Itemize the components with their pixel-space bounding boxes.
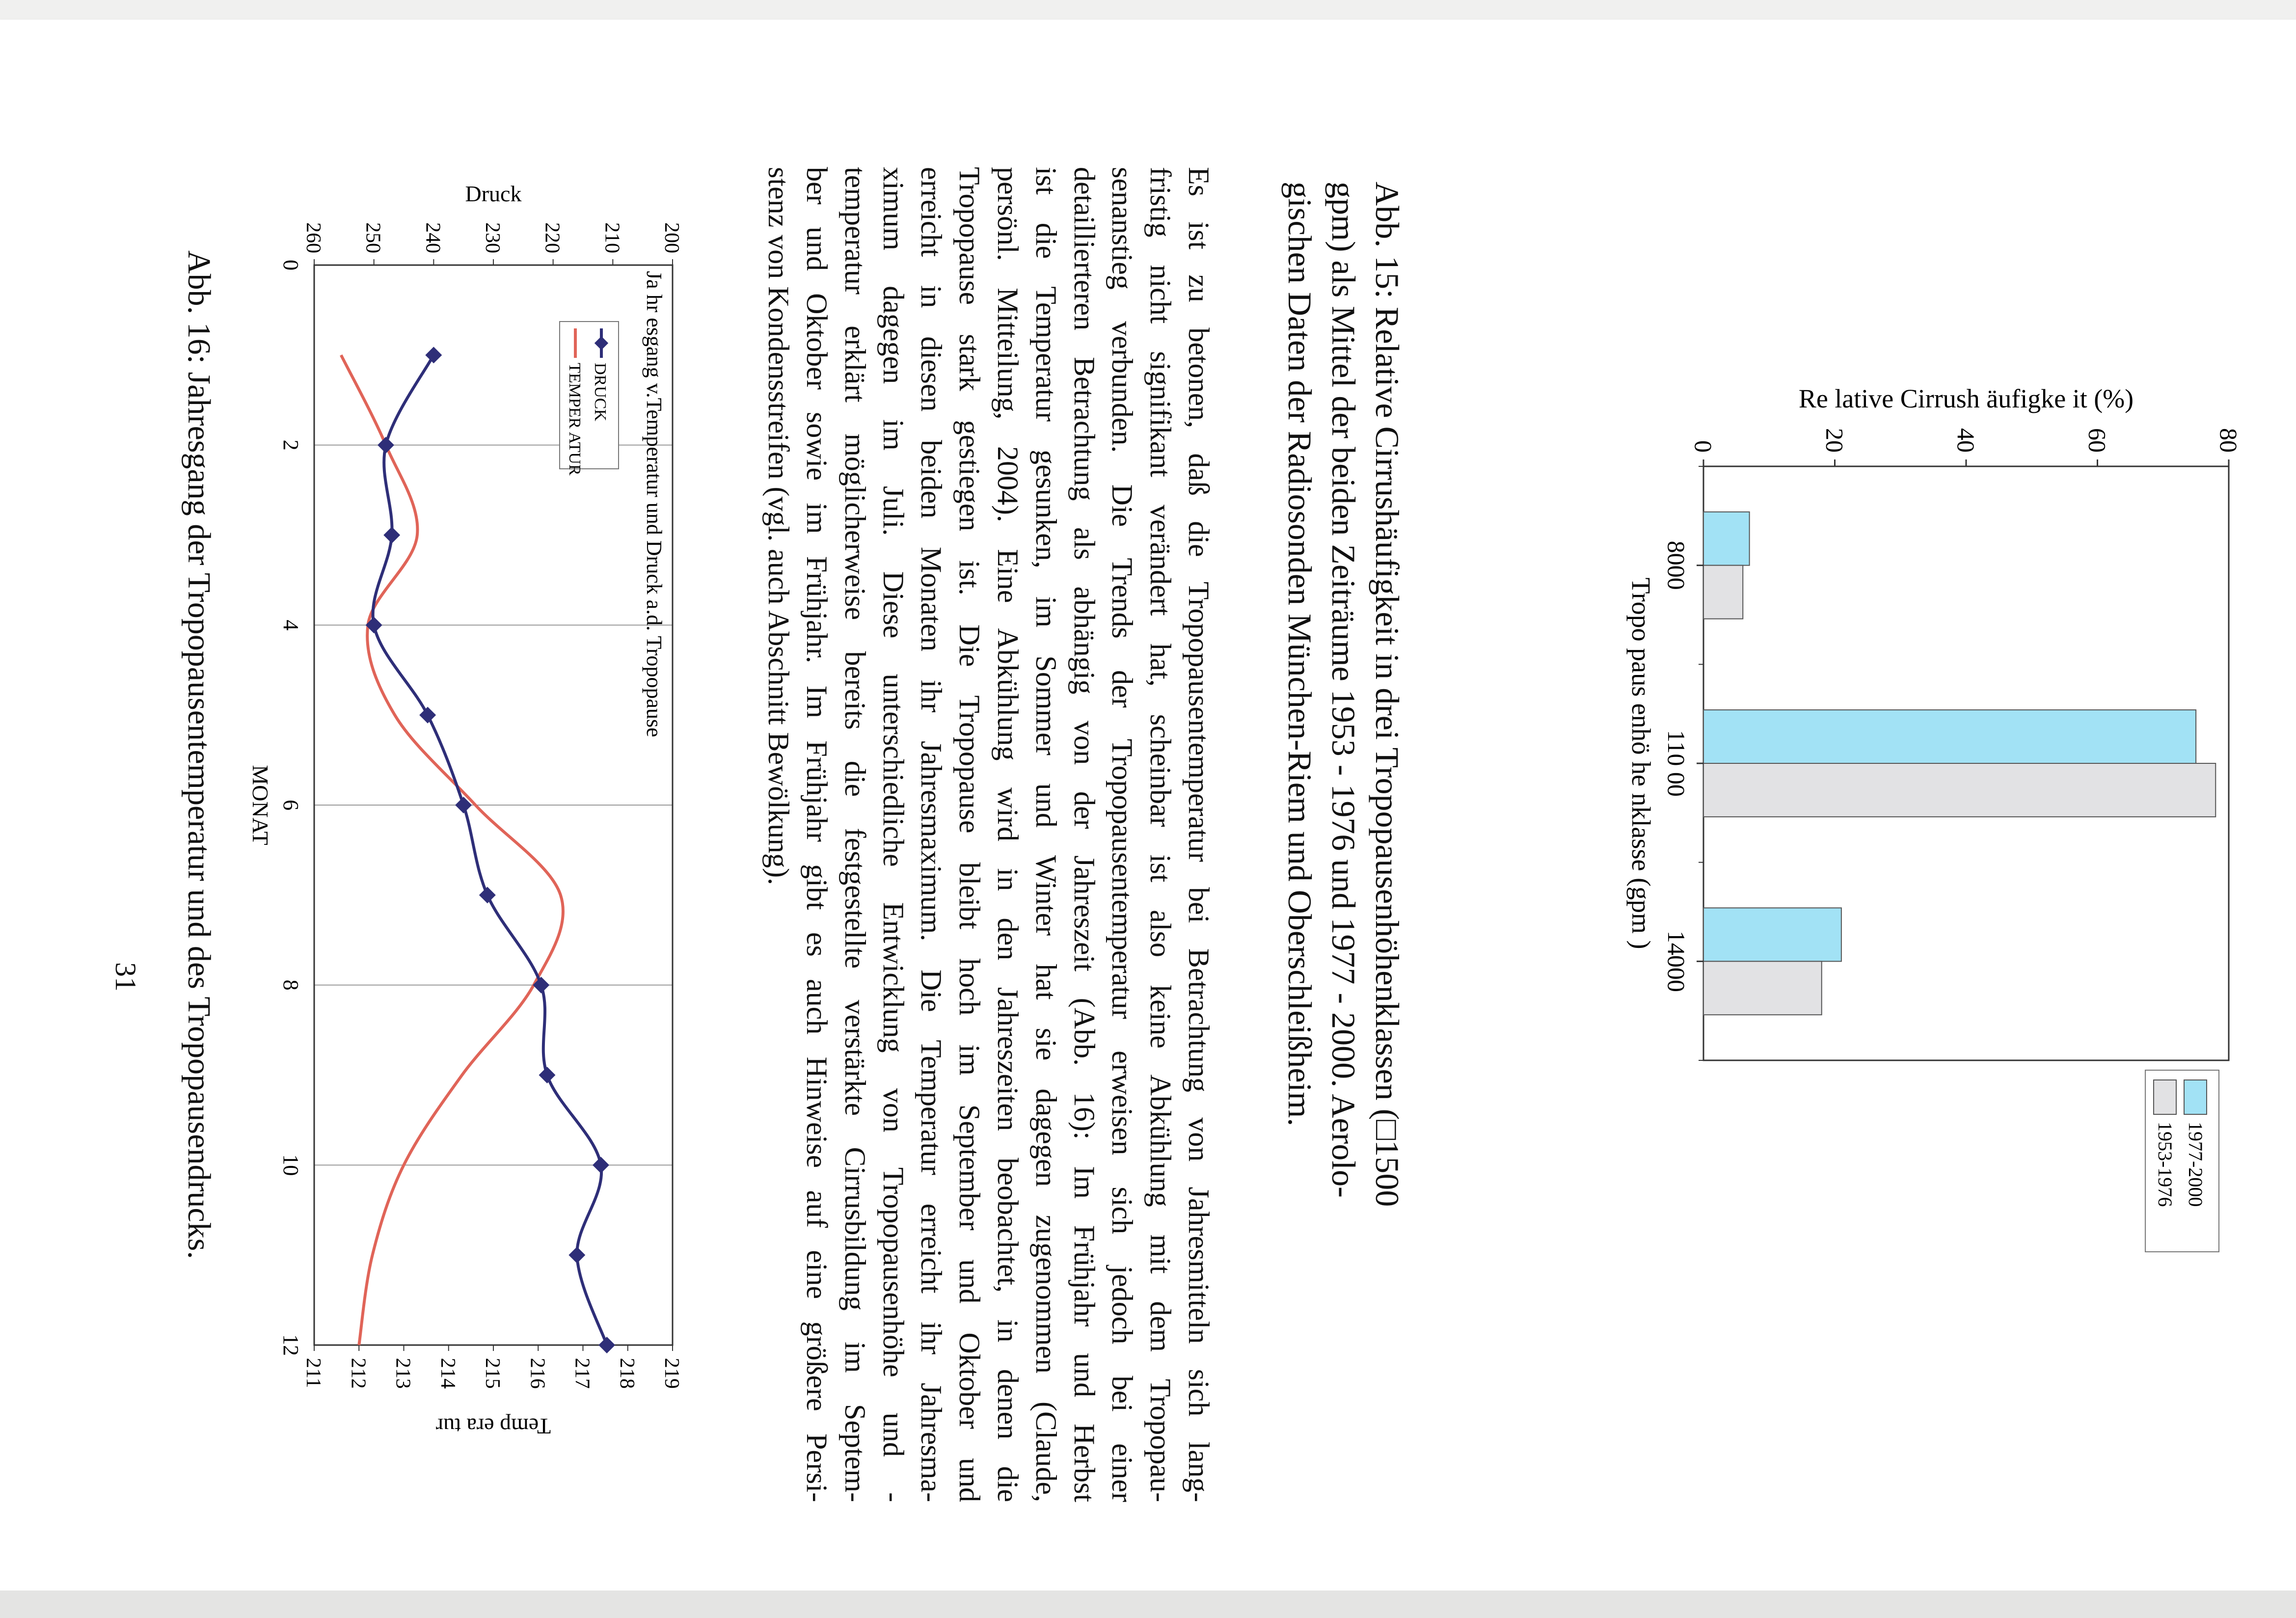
- body-line: Es ist zu betonen, daß die Tropopausentemperatur bei Betrachtung von Jahresmitteln sich lang-: [1183, 167, 1215, 1502]
- legend: [2145, 1070, 2219, 1252]
- legend: [560, 322, 619, 476]
- x-axis-title: MONAT: [248, 765, 273, 845]
- y-tick-label: 20: [1821, 428, 1849, 453]
- y-left-tick-label: 210: [600, 222, 623, 253]
- body-line: persönl. Mitteilung, 2004). Eine Abkühlung wird in den Jahreszeiten beobachtet, in denen die: [992, 167, 1025, 1502]
- y-left-tick-label: 220: [540, 222, 564, 253]
- body-line: erreicht in diesen beiden Monaten ihr Jahresmaximum. Die Temperatur erreicht ihr Jahresma-: [915, 167, 948, 1502]
- y-axis-title: Re lative Cirrush äufigke it (%): [1798, 384, 2134, 413]
- druck-point-marker: [378, 437, 394, 454]
- druck-point-marker: [598, 1337, 615, 1353]
- x-axis-title: Tropo paus enhö he nklasse (gpm ): [1626, 577, 1656, 949]
- caption-line: gpm) als Mittel der beiden Zeiträume 1953 - 1976 und 1977 - 2000. Aerolo-: [1325, 182, 1362, 1198]
- x-tick-label: 0: [279, 260, 303, 270]
- caption-line: gischen Daten der Radiosonden München-Riem und Oberschleißheim.: [1281, 182, 1319, 1127]
- legend-label: DRUCK: [591, 363, 609, 422]
- body-line: ist die Temperatur gesunken, im Sommer und Winter hat sie dagegen zugenommen (Claude,: [1029, 167, 1062, 1502]
- x-tick-label: 2: [279, 439, 303, 451]
- y-right-tick-label: 215: [481, 1358, 504, 1389]
- druck-point-marker: [425, 347, 442, 363]
- bar-1977-2000: [1703, 710, 2196, 763]
- legend-label: 1977-2000: [2185, 1122, 2207, 1207]
- body-line: ximum dagegen im Juli. Diese unterschiedliche Entwicklung von Tropopausenhöhe und -: [877, 167, 910, 1502]
- scanner-bed-edge: [0, 1591, 2296, 1618]
- y-left-tick-label: 260: [302, 222, 324, 253]
- y-right-tick-label: 219: [660, 1358, 683, 1389]
- inner-chart-title: Ja hr esgang v.Temperatur und Druck a.d. Tropopause: [642, 271, 666, 737]
- caption-line: Abb. 15: Relative Cirrushäufigkeit in drei Tropopausenhöhenklassen (□1500: [1369, 182, 1406, 1207]
- bar-1977-2000: [1703, 512, 1750, 566]
- x-tick-label: 10: [279, 1154, 303, 1176]
- y-right-tick-label: 213: [391, 1358, 414, 1389]
- body-line: senanstieg verbunden. Die Trends der Tropopausentemperatur erweisen sich jedoch bei einer: [1106, 167, 1139, 1502]
- x-tick-label: 14000: [1663, 930, 1690, 992]
- figure-16-caption: [177, 250, 221, 1576]
- druck-point-marker: [539, 1067, 556, 1083]
- body-line: fristig nicht signifikant verändert hat, scheinbar ist also keine Abkühlung mit dem Tropopau-: [1144, 167, 1177, 1502]
- legend-label: TEMPER ATUR: [566, 363, 584, 476]
- y-right-tick-label: 216: [526, 1358, 549, 1389]
- y-left-tick-label: 250: [361, 222, 384, 253]
- y-right-tick-label: 214: [436, 1358, 459, 1389]
- y-right-tick-label: 212: [347, 1358, 370, 1389]
- druck-point-marker: [383, 527, 400, 543]
- body-paragraph: [759, 167, 1217, 1502]
- body-line: detaillierteren Betrachtung als abhängig von der Jahreszeit (Abb. 16): Im Frühjahr und Herbst: [1068, 167, 1101, 1502]
- x-tick-label: 110 00: [1663, 730, 1690, 797]
- body-line: ber und Oktober sowie im Frühjahr. Im Frühjahr gibt es auch Hinweise auf eine größere Persi-: [801, 167, 834, 1502]
- bar-1953-1976: [1703, 961, 1822, 1015]
- y-left-tick-label: 240: [421, 222, 444, 253]
- x-tick-label: 8: [279, 979, 303, 991]
- y-right-tick-label: 217: [570, 1358, 594, 1389]
- y-left-tick-label: 200: [660, 222, 683, 253]
- x-tick-label: 4: [279, 620, 303, 631]
- series-line-druck: [373, 355, 607, 1345]
- bar-1953-1976: [1703, 763, 2215, 817]
- figure-15-caption: [1278, 182, 1409, 1605]
- legend-swatch: [2184, 1080, 2207, 1114]
- body-line: Tropopause stark gestiegen ist. Die Tropopause bleibt hoch im September und Oktober und: [953, 167, 986, 1502]
- y-right-tick-label: 218: [615, 1358, 638, 1389]
- y-left-tick-label: 230: [481, 222, 504, 253]
- series-line-temperatur: [341, 355, 563, 1345]
- bar-1953-1976: [1703, 566, 1743, 619]
- rotated-page-content: [64, 103, 2242, 1576]
- x-tick-label: 6: [279, 800, 303, 810]
- druck-point-marker: [419, 707, 436, 724]
- y-tick-label: 60: [2083, 428, 2111, 453]
- druck-point-marker: [568, 1247, 585, 1264]
- y-right-axis-title: Temp era tur: [435, 1414, 551, 1439]
- figure-16-line-chart: [191, 103, 731, 1527]
- druck-point-marker: [479, 887, 496, 903]
- y-right-tick-label: 211: [302, 1358, 324, 1388]
- y-left-axis-title: Druck: [465, 181, 522, 206]
- x-tick-label: 12: [279, 1334, 303, 1356]
- legend-swatch: [2154, 1080, 2176, 1114]
- bar-1977-2000: [1703, 908, 1841, 961]
- figure-15-bar-chart: [1463, 304, 2242, 1217]
- body-line: temperatur erklärt möglicherweise bereits die festgestellte verstärkte Cirrusbildung im Septem-: [838, 167, 871, 1502]
- caption-line: Abb. 16: Jahresgang der Tropopausentemperatur und des Tropopausendrucks.: [181, 250, 217, 1259]
- druck-point-marker: [593, 1157, 609, 1173]
- x-tick-label: 8000: [1663, 540, 1690, 590]
- y-tick-label: 80: [2215, 428, 2242, 453]
- y-tick-label: 40: [1952, 428, 1980, 453]
- y-tick-label: 0: [1690, 440, 1717, 453]
- page-number: 31: [109, 962, 142, 992]
- body-line: stenz von Kondensstreifen (vgl. auch Abschnitt Bewölkung).: [762, 167, 795, 886]
- legend-label: 1953-1976: [2154, 1122, 2176, 1207]
